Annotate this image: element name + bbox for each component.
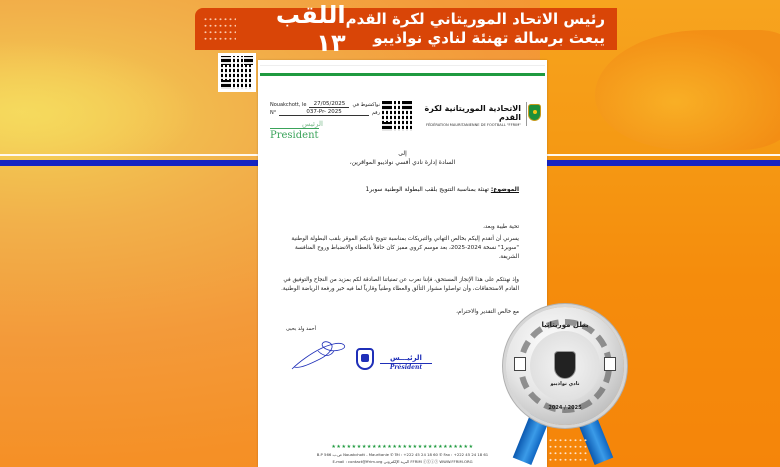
subject-text: تهنئة بمناسبة التتويج بلقب البطولة الوطنية سوبر1: [365, 186, 489, 193]
letter-paragraph-1: يسرني أن أتقدم إليكم بخالص التهاني والتبريكات بمناسبة تتويج ناديكم الموقر بلقب البطولة الوطنية "سوبر1" نسخة 2024-2025، بعد موسم كروي مميز كان حافلاً بالعطاء والانضباط وروح المنافسة الشريفة.: [291, 236, 519, 260]
federation-name-fr: FÉDÉRATION MAURITANIENNE DE FOOTBALL "FFRIM": [425, 123, 521, 127]
seal-center: [530, 331, 600, 401]
reference-value: 037-Pr- 2025: [279, 109, 369, 116]
president-stamp-ar: الرئيس: [302, 120, 323, 128]
letter-paragraph-2: وإذ نهنئكم على هذا الإنجاز المستحق، فإننا نعرب عن تمنياتنا الصادقة لكم بمزيد من النجاح والتوفيق في القادم الاستحقاقات، وأن تواصلوا مشوار التألق والعطاء وطنياً وقارياً لما فيه خير ورفعة الرياضة الوطنية.: [281, 277, 519, 292]
top-rule: [260, 65, 545, 66]
background-glow: [0, 40, 200, 160]
headline-line-1: رئيس الاتحاد الموريتاني لكرة القدم: [345, 10, 605, 28]
federation-logo-icon: [528, 104, 541, 121]
signature-stamp-fr: Président: [389, 364, 423, 371]
footer-stars-divider: ★★★★★★★★★★★★★★★★★★★★★★★★★★★★: [331, 444, 474, 450]
club-shield-icon: [554, 351, 576, 379]
footer-web-line: E-mail : contact@ffrim.org البريد الإلكتروني FFRIM ⓕⓧⓘⓨ WWW.FFRIM.ORG: [332, 459, 473, 464]
reference-label-ar: رقم: [371, 110, 380, 116]
letter-recipient: السادة إدارة نادي أفسي نواذيبو المواقرين،: [349, 159, 456, 166]
seal-years: 2024 / 2025: [548, 405, 582, 411]
footer-contact-line: B.P 566 ص.ب Nouakchott - Mauritanie ✆ Tél : +222 45 24 18 60 ✆ Fax : +222 45 24 18 61: [316, 452, 489, 457]
seal-club-name: نادي نواذيبو: [550, 381, 580, 387]
letter-greeting: تحية طيبة وبعد،: [483, 224, 519, 230]
dots-pattern-icon: [203, 16, 236, 42]
signature-stamp-ar: الرئيـــس: [380, 354, 432, 364]
letterhead-divider: [526, 102, 527, 126]
dots-pattern-bottom-icon: [548, 437, 588, 463]
president-header-stamp: [270, 120, 380, 141]
date-value: 27/05/2025: [309, 101, 349, 108]
letter-body: [278, 223, 519, 331]
congratulation-letter: [258, 60, 547, 467]
green-header-rule: [260, 73, 545, 76]
letter-to: إلى: [398, 150, 407, 157]
document-qr-code-icon: [382, 101, 412, 131]
headline-banner: [195, 1, 617, 57]
president-stamp-fr: President: [270, 130, 319, 141]
subject-label: الموضوع:: [490, 186, 519, 193]
trophy-badge-left-icon: [514, 357, 526, 371]
trophy-badge-right-icon: [604, 357, 616, 371]
date-label-ar: نواكشوط في: [352, 102, 380, 108]
reference-row: [270, 108, 380, 116]
qr-code-icon: [218, 53, 256, 92]
headline-text: [346, 10, 605, 48]
signature-icon: [290, 339, 348, 371]
federation-name-ar: الاتحادية الموريتانية لكرة القدم: [424, 104, 521, 122]
date-label-fr: Nouakchott, le: [270, 102, 307, 108]
letter-closing: مع خالص التقدير والاحترام،: [456, 309, 519, 315]
signer-name: أحمد ولد يحيى: [286, 326, 317, 332]
champion-seal: [506, 307, 624, 425]
seal-title: بطل موريتانيا: [541, 321, 589, 329]
federation-letterhead: [411, 104, 521, 127]
president-signature-stamp: [380, 354, 432, 371]
headline-line-2: يبعث برسالة تهنئة لنادي نواذيبو: [373, 29, 605, 47]
reference-label-fr: N°: [270, 110, 277, 116]
date-row: [270, 100, 380, 108]
letter-meta: [270, 100, 380, 141]
letter-subject: [366, 186, 519, 193]
club-badge-icon: [356, 348, 374, 370]
headline-title-number: اللقب ١٣: [275, 1, 346, 57]
